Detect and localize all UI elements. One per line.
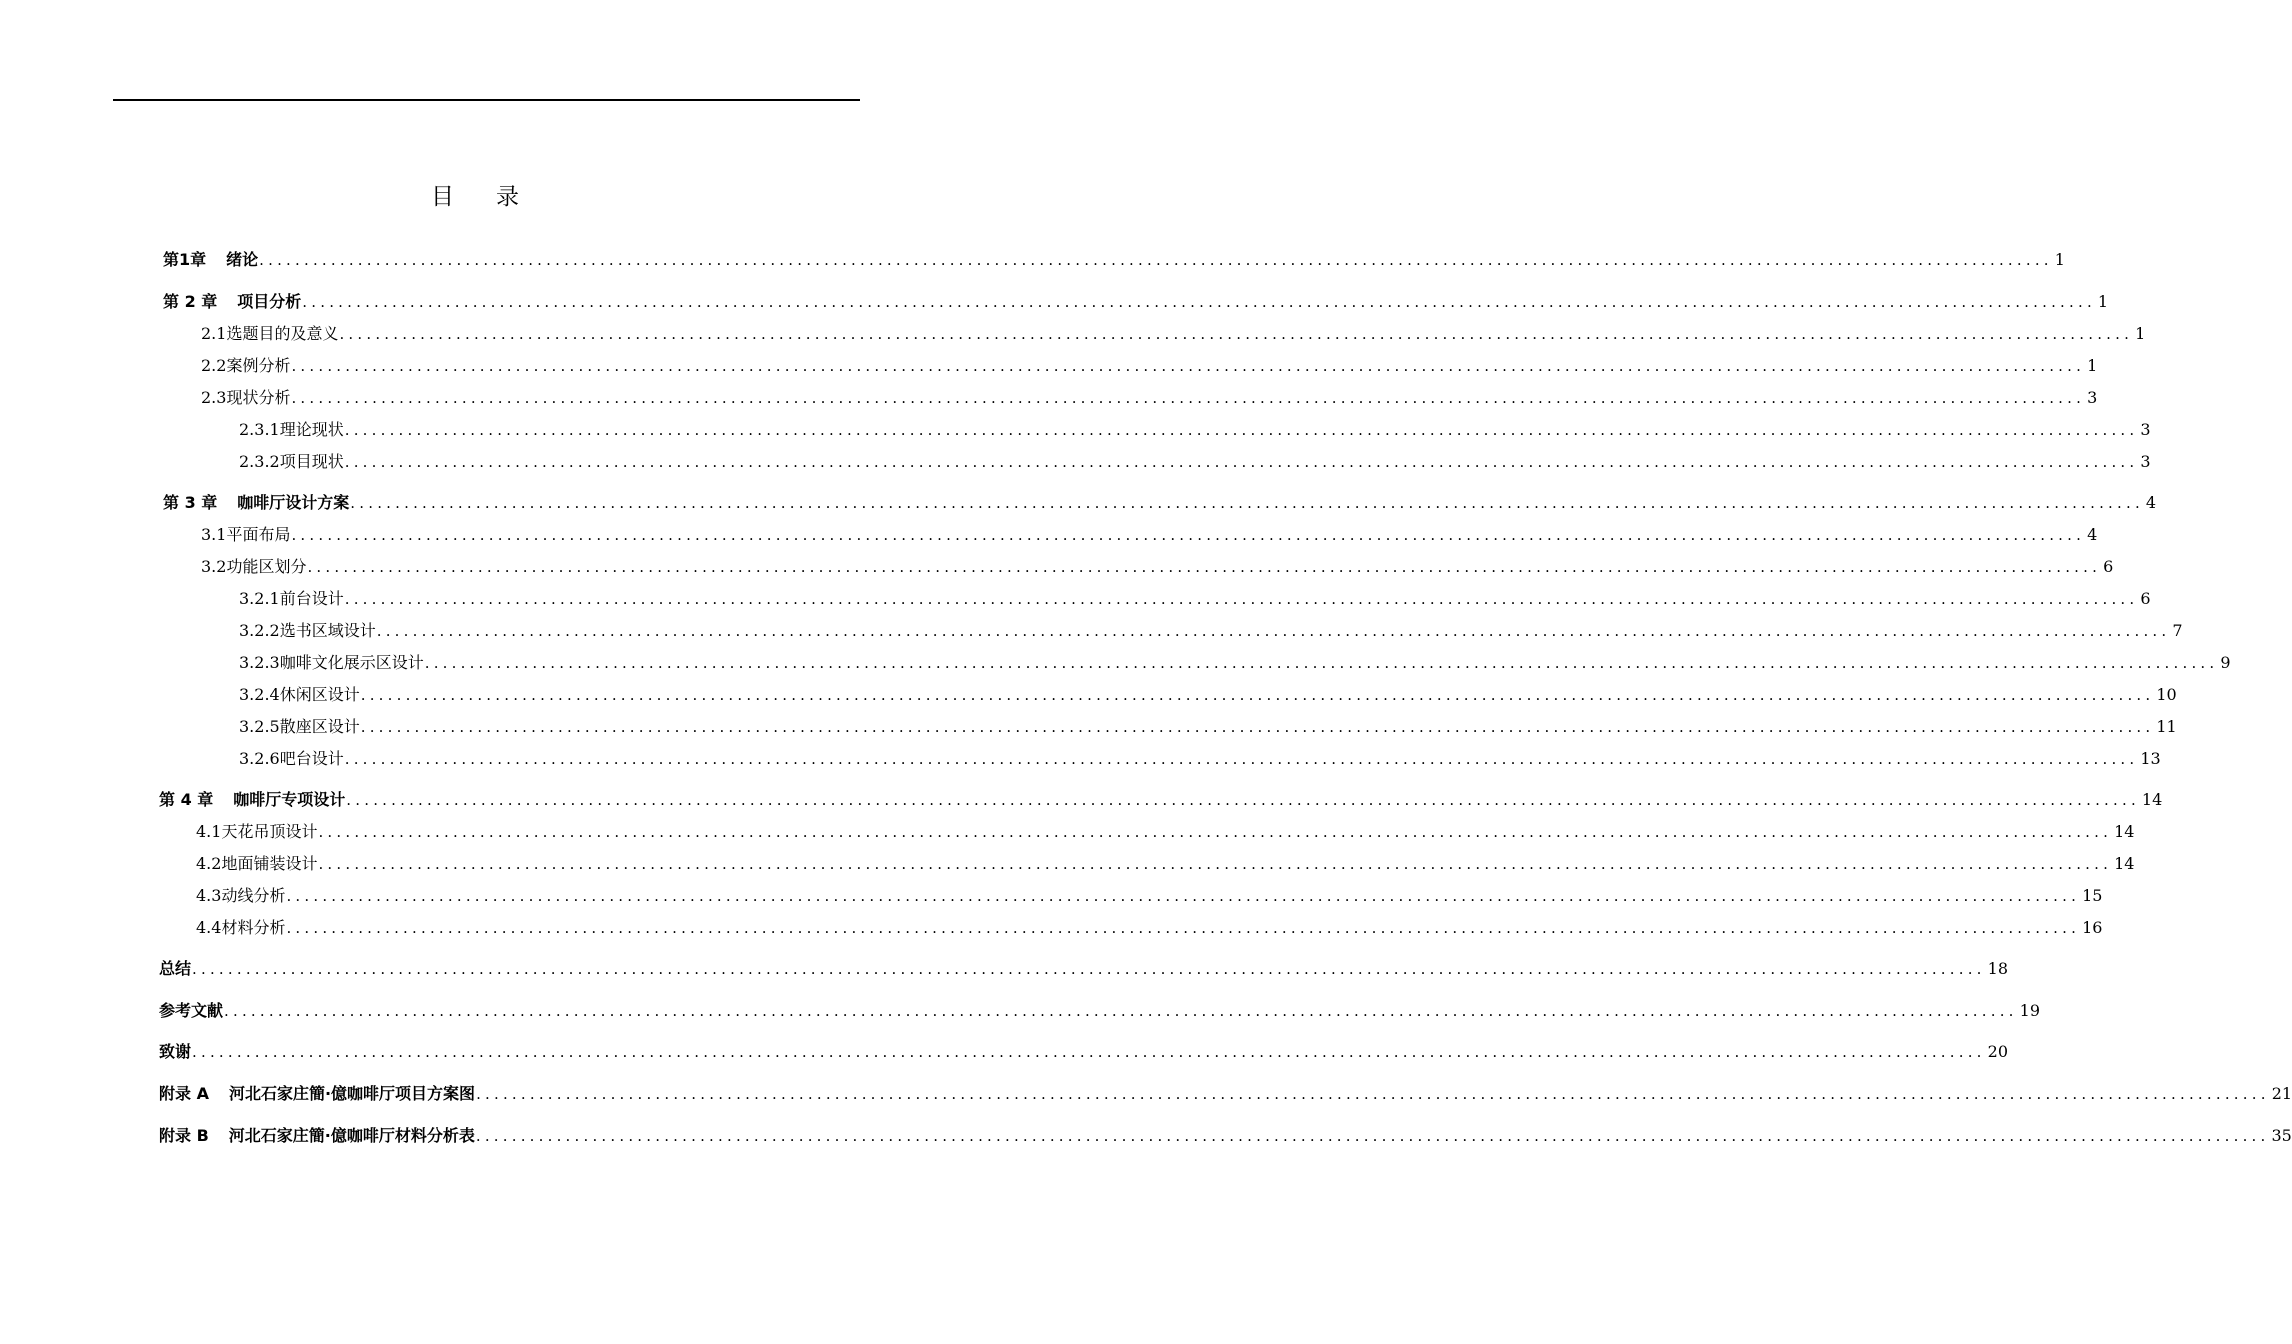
toc-dot-leader: ........................................................................................................................................................................................................: [307, 558, 2102, 576]
toc-dot-leader: ........................................................................................................................................................................................................: [344, 750, 2139, 768]
toc-dot-leader: ........................................................................................................................................................................................................: [360, 718, 2155, 736]
toc-dot-leader: ........................................................................................................................................................................................................: [360, 686, 2155, 704]
toc-entry-number: 3.2.6: [239, 749, 280, 768]
toc-entry[interactable]: [239, 450, 2151, 474]
toc-entry-label: 平面布局: [226, 525, 291, 544]
toc-entry-number: 4.2: [196, 854, 222, 873]
toc-dot-leader: ........................................................................................................................................................................................................: [344, 590, 2139, 608]
toc-title: [0, 178, 950, 211]
toc-entry-label: 理论现状: [279, 420, 344, 439]
toc-entry-label: 地面铺装设计: [221, 854, 318, 873]
toc-entry-number: 3.1: [201, 525, 227, 544]
toc-dot-leader: ........................................................................................................................................................................................................: [291, 357, 2086, 375]
toc-entry-page: 18: [1987, 959, 2008, 978]
toc-entry-label: 总结: [159, 959, 192, 978]
toc-entry[interactable]: [239, 715, 2177, 739]
toc-title-part2: 录: [496, 184, 519, 210]
toc-entry-label: 天花吊顶设计: [221, 822, 318, 841]
toc-entry-label: 咖啡厅设计方案: [237, 493, 350, 512]
toc-entry-page: 21: [2271, 1084, 2292, 1103]
toc-entry-number: 2.3.2: [239, 452, 280, 471]
toc-entry-number: 第 3 章: [163, 493, 218, 512]
toc-dot-leader: ........................................................................................................................................................................................................: [318, 855, 2113, 873]
toc-entry[interactable]: [163, 290, 2109, 314]
toc-entry-label: 致谢: [159, 1042, 192, 1061]
toc-entry[interactable]: [201, 523, 2098, 547]
toc-entry[interactable]: [239, 619, 2183, 643]
toc-entry[interactable]: [239, 683, 2177, 707]
toc-entry-number: 第 4 章: [159, 790, 214, 809]
toc-entry-label: 选题目的及意义: [226, 324, 339, 343]
toc-dot-leader: ........................................................................................................................................................................................................: [302, 293, 2096, 311]
toc-entry-page: 4: [2087, 525, 2098, 544]
toc-entry-page: 15: [2082, 886, 2103, 905]
toc-entry-label: 前台设计: [279, 589, 344, 608]
toc-entry-label: 绪论: [226, 250, 259, 269]
toc-entry-page: 35: [2271, 1126, 2292, 1145]
toc-entry-page: 3: [2087, 388, 2098, 407]
toc-dot-leader: ........................................................................................................................................................................................................: [376, 622, 2171, 640]
toc-entry-page: 11: [2156, 717, 2177, 736]
toc-entry[interactable]: [239, 747, 2161, 771]
toc-entry[interactable]: [201, 322, 2146, 346]
toc-entry-page: 1: [2054, 250, 2065, 269]
toc-entry[interactable]: [159, 999, 2040, 1023]
toc-entry[interactable]: [163, 491, 2157, 515]
toc-entry[interactable]: [159, 1082, 2292, 1106]
toc-entry-number: 2.1: [201, 324, 227, 343]
toc-entry-number: 4.1: [196, 822, 222, 841]
toc-entry[interactable]: [239, 587, 2151, 611]
toc-entry-number: 附录 A: [159, 1084, 209, 1103]
toc-dot-leader: ........................................................................................................................................................................................................: [291, 526, 2086, 544]
toc-entry-page: 10: [2156, 685, 2177, 704]
toc-entry[interactable]: [159, 788, 2163, 812]
toc-entry-label: 河北石家庄簡·億咖啡厅材料分析表: [228, 1126, 475, 1145]
toc-entry[interactable]: [196, 884, 2103, 908]
toc-entry-page: 14: [2114, 854, 2135, 873]
toc-entry-number: 3.2: [201, 557, 227, 576]
toc-dot-leader: ........................................................................................................................................................................................................: [286, 919, 2081, 937]
toc-entry-number: 3.2.2: [239, 621, 280, 640]
toc-entry-number: 2.3.1: [239, 420, 280, 439]
toc-entry[interactable]: [196, 916, 2103, 940]
toc-entry-label: 材料分析: [221, 918, 286, 937]
toc-entry[interactable]: [159, 957, 2008, 981]
toc-title-part1: 目: [431, 184, 454, 210]
toc-dot-leader: ........................................................................................................................................................................................................: [344, 421, 2139, 439]
toc-entry-page: 6: [2103, 557, 2114, 576]
toc-dot-leader: ........................................................................................................................................................................................................: [346, 791, 2140, 809]
toc-entry-number: 4.3: [196, 886, 222, 905]
toc-entry-label: 选书区域设计: [279, 621, 376, 640]
toc-entry-label: 项目现状: [279, 452, 344, 471]
toc-entry-page: 6: [2140, 589, 2151, 608]
toc-dot-leader: ........................................................................................................................................................................................................: [318, 823, 2113, 841]
toc-entry[interactable]: [163, 248, 2065, 272]
toc-entry-label: 案例分析: [226, 356, 291, 375]
toc-entry-label: 功能区划分: [226, 557, 307, 576]
toc-entry-number: 2.3: [201, 388, 227, 407]
toc-entry[interactable]: [239, 418, 2151, 442]
toc-entry-page: 1: [2135, 324, 2146, 343]
header-rule: [113, 99, 860, 101]
toc-entry-number: 3.2.4: [239, 685, 280, 704]
toc-entry-page: 14: [2114, 822, 2135, 841]
toc-entry-number: 4.4: [196, 918, 222, 937]
toc-entry-page: 14: [2141, 790, 2163, 809]
toc-entry-page: 13: [2140, 749, 2161, 768]
toc-entry[interactable]: [201, 555, 2114, 579]
toc-entry[interactable]: [159, 1124, 2292, 1148]
toc-entry-page: 3: [2140, 452, 2151, 471]
toc-entry-label: 散座区设计: [279, 717, 360, 736]
toc-entry-number: 2.2: [201, 356, 227, 375]
toc-entry-label: 动线分析: [221, 886, 286, 905]
toc-entry-page: 1: [2097, 292, 2109, 311]
toc-entry-page: 4: [2145, 493, 2157, 512]
toc-entry-page: 3: [2140, 420, 2151, 439]
toc-entry[interactable]: [239, 651, 2231, 675]
toc-dot-leader: ........................................................................................................................................................................................................: [192, 960, 1986, 978]
toc-entry-label: 吧台设计: [279, 749, 344, 768]
toc-dot-leader: ........................................................................................................................................................................................................: [224, 1002, 2018, 1020]
toc-entry-number: 附录 B: [159, 1126, 209, 1145]
toc-dot-leader: ........................................................................................................................................................................................................: [350, 494, 2144, 512]
toc-dot-leader: ........................................................................................................................................................................................................: [259, 251, 2053, 269]
toc-entry-page: 1: [2087, 356, 2098, 375]
toc-entry-page: 7: [2172, 621, 2183, 640]
toc-dot-leader: ........................................................................................................................................................................................................: [476, 1085, 2270, 1103]
toc-entry-label: 项目分析: [237, 292, 302, 311]
toc-entry[interactable]: [196, 820, 2135, 844]
toc-dot-leader: ........................................................................................................................................................................................................: [192, 1043, 1986, 1061]
toc-entry-number: 3.2.1: [239, 589, 280, 608]
toc-dot-leader: ........................................................................................................................................................................................................: [424, 654, 2219, 672]
toc-entry-label: 咖啡厅专项设计: [233, 790, 346, 809]
toc-entry-page: 19: [2019, 1001, 2040, 1020]
toc-entry[interactable]: [201, 386, 2098, 410]
toc-entry-number: 3.2.5: [239, 717, 280, 736]
toc-entry-label: 参考文献: [159, 1001, 224, 1020]
toc-entry-label: 休闲区设计: [279, 685, 360, 704]
toc-dot-leader: ........................................................................................................................................................................................................: [339, 325, 2134, 343]
toc-entry[interactable]: [196, 852, 2135, 876]
toc-dot-leader: ........................................................................................................................................................................................................: [475, 1127, 2270, 1145]
toc-entry-label: 咖啡文化展示区设计: [279, 653, 424, 672]
toc-dot-leader: ........................................................................................................................................................................................................: [291, 389, 2086, 407]
toc-dot-leader: ........................................................................................................................................................................................................: [344, 453, 2139, 471]
toc-entry-page: 20: [1987, 1042, 2008, 1061]
toc-entry-page: 16: [2082, 918, 2103, 937]
toc-entry-number: 第1章: [163, 250, 207, 269]
toc-entry-number: 第 2 章: [163, 292, 218, 311]
toc-entry-number: 3.2.3: [239, 653, 280, 672]
toc-dot-leader: ........................................................................................................................................................................................................: [286, 887, 2081, 905]
toc-entry[interactable]: [159, 1040, 2008, 1064]
toc-entry-page: 9: [2220, 653, 2231, 672]
toc-entry[interactable]: [201, 354, 2098, 378]
toc-entry-label: 现状分析: [226, 388, 291, 407]
toc-entry-label: 河北石家庄簡·億咖啡厅项目方案图: [228, 1084, 476, 1103]
